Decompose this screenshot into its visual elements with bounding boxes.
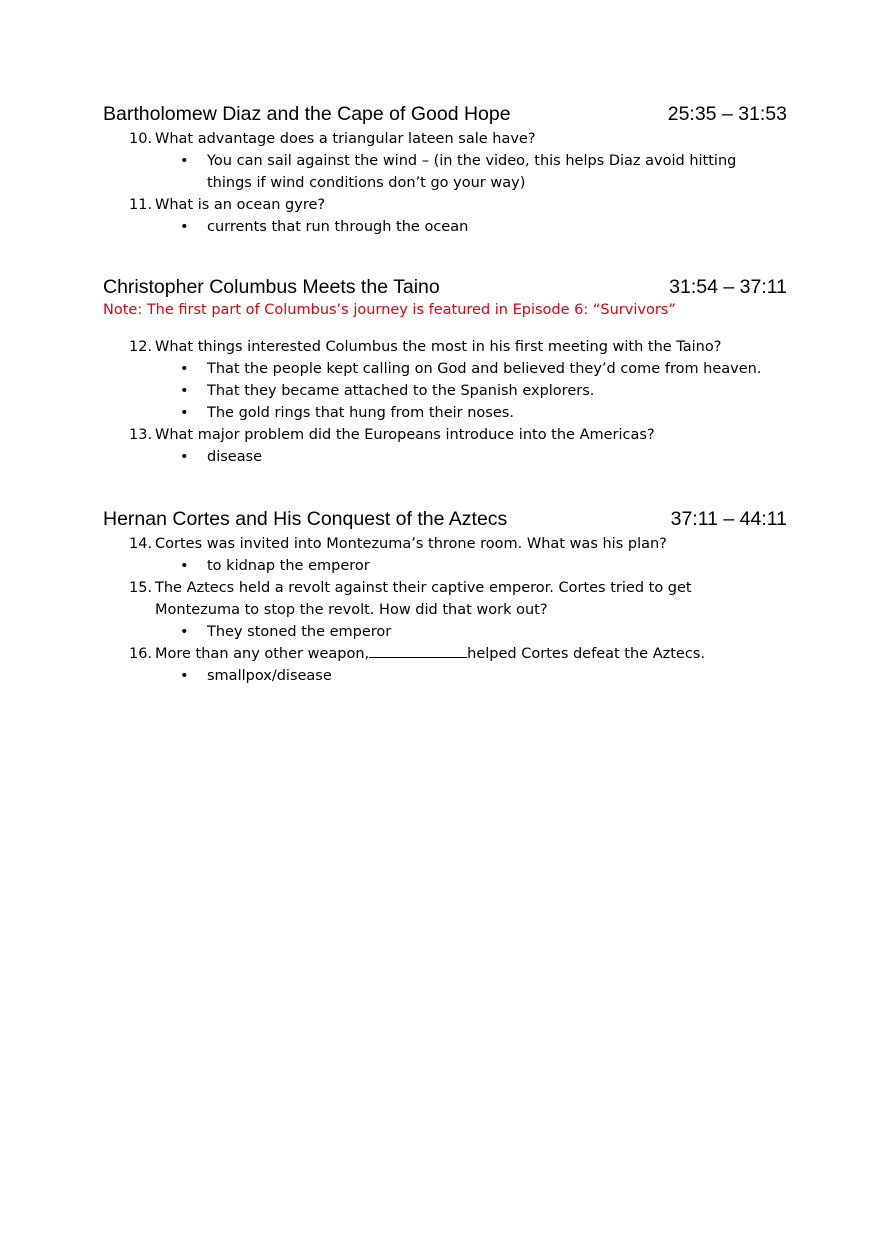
- section-diaz: [103, 101, 787, 238]
- section-columbus: [103, 274, 787, 468]
- question-text-before: More than any other weapon,: [155, 646, 370, 662]
- question-number: 12.: [129, 339, 153, 355]
- question-text: The Aztecs held a revolt against their captive emperor. Cortes tried to get Montezuma to stop the revolt. How did that work out?: [155, 580, 692, 618]
- fill-in-blank[interactable]: [369, 645, 467, 658]
- bullet-icon: •: [180, 219, 189, 235]
- question-11: [103, 194, 787, 216]
- question-15: [103, 577, 765, 621]
- answer-bullet: [103, 555, 787, 577]
- section-timestamp: 31:54 – 37:11: [669, 276, 787, 298]
- question-13: [103, 424, 787, 446]
- question-number: 13.: [129, 427, 153, 443]
- section-timestamp: 37:11 – 44:11: [670, 508, 787, 530]
- answer-text: You can sail against the wind – (in the video, this helps Diaz avoid hitting things if wind conditions don’t go your way): [207, 153, 737, 191]
- bullet-icon: •: [180, 624, 189, 640]
- question-16: [103, 643, 787, 665]
- section-title: Christopher Columbus Meets the Taino: [103, 276, 440, 298]
- question-text: What advantage does a triangular lateen sale have?: [155, 131, 536, 147]
- answer-bullet: [103, 446, 787, 468]
- answer-text: disease: [207, 449, 263, 465]
- question-number: 14.: [129, 536, 153, 552]
- bullet-icon: •: [180, 668, 189, 684]
- question-12: [103, 336, 787, 358]
- section-cortes: [103, 506, 787, 687]
- answer-bullet: [103, 150, 767, 194]
- question-text: What things interested Columbus the most in his first meeting with the Taino?: [155, 339, 722, 355]
- section-title: Bartholomew Diaz and the Cape of Good Hope: [103, 103, 511, 125]
- question-number: 15.: [129, 580, 153, 596]
- question-text: What is an ocean gyre?: [155, 197, 326, 213]
- question-text: Cortes was invited into Montezuma’s throne room. What was his plan?: [155, 536, 667, 552]
- bullet-icon: •: [180, 361, 189, 377]
- bullet-icon: •: [180, 383, 189, 399]
- bullet-icon: •: [180, 153, 189, 169]
- section-timestamp: 25:35 – 31:53: [667, 103, 787, 125]
- answer-bullet: [103, 665, 787, 687]
- question-number: 11.: [129, 197, 153, 213]
- question-number: 16.: [129, 646, 153, 662]
- answer-text: They stoned the emperor: [207, 624, 392, 640]
- question-14: [103, 533, 787, 555]
- answer-bullet: [103, 621, 787, 643]
- answer-bullet: [103, 358, 787, 380]
- question-10: [103, 128, 787, 150]
- answer-text: The gold rings that hung from their noses.: [207, 405, 514, 421]
- section-heading: [103, 274, 787, 300]
- question-number: 10.: [129, 131, 153, 147]
- bullet-icon: •: [180, 405, 189, 421]
- bullet-icon: •: [180, 558, 189, 574]
- answer-bullet: [103, 380, 787, 402]
- answer-bullet: [103, 402, 787, 424]
- answer-text: That the people kept calling on God and believed they’d come from heaven.: [207, 361, 762, 377]
- answer-text: smallpox/disease: [207, 668, 332, 684]
- answer-text: That they became attached to the Spanish explorers.: [207, 383, 595, 399]
- episode-note: Note: The first part of Columbus’s journey is featured in Episode 6: “Survivors”: [103, 302, 676, 318]
- answer-text: to kidnap the emperor: [207, 558, 370, 574]
- answer-text: currents that run through the ocean: [207, 219, 469, 235]
- answer-bullet: [103, 216, 787, 238]
- bullet-icon: •: [180, 449, 189, 465]
- section-heading: [103, 101, 787, 127]
- question-text: What major problem did the Europeans introduce into the Americas?: [155, 427, 655, 443]
- section-heading: [103, 506, 787, 532]
- question-text-after: helped Cortes defeat the Aztecs.: [467, 646, 705, 662]
- section-title: Hernan Cortes and His Conquest of the Aztecs: [103, 508, 508, 530]
